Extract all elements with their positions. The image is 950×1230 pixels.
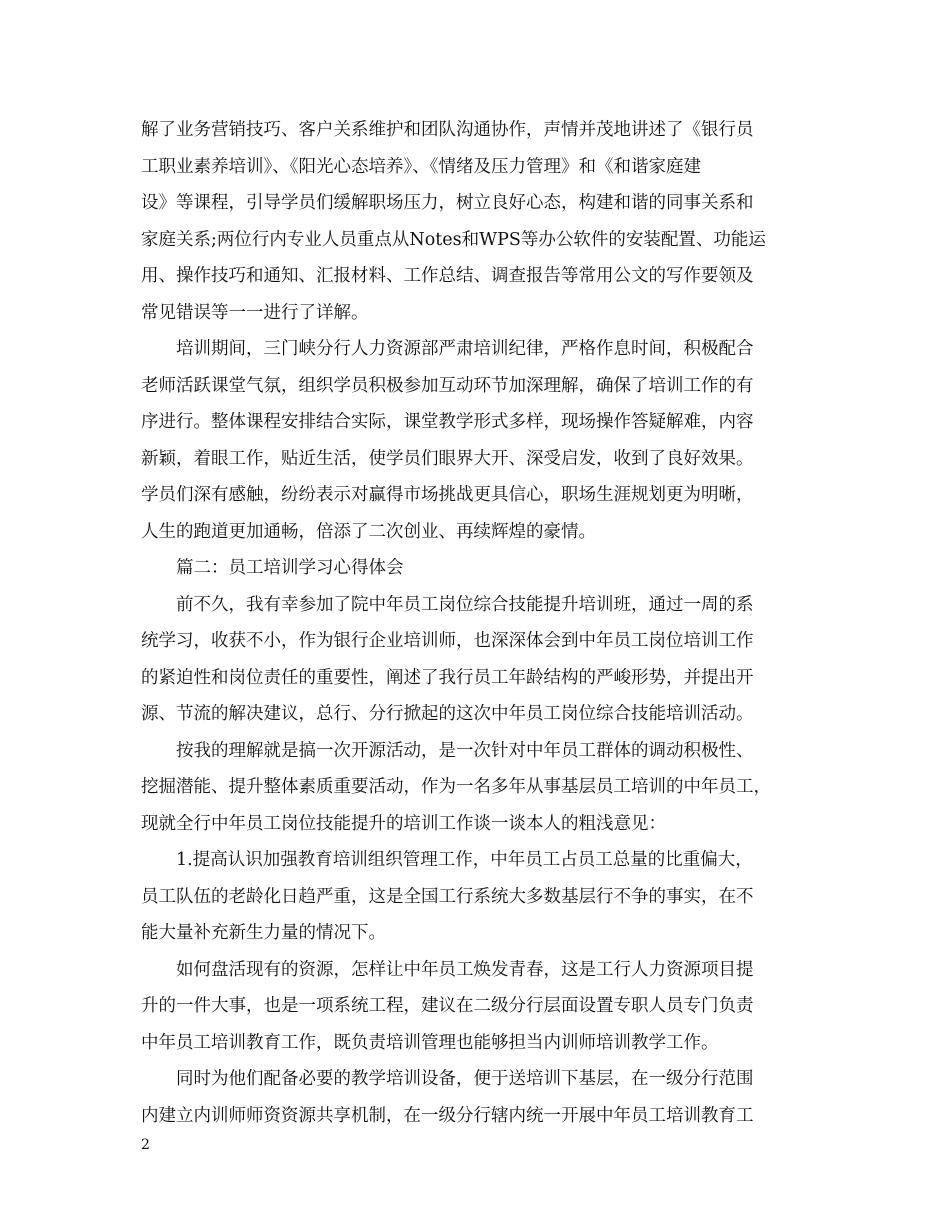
text-line: 内建立内训师师资资源共享机制，在一级分行辖内统一开展中年员工培训教育工 <box>141 1105 754 1126</box>
text-line: 同时为他们配备必要的教学培训设备，便于送培训下基层，在一级分行范围 <box>176 1069 754 1089</box>
text-line: 挖掘潜能、提升整体素质重要活动，作为一名多年从事基层员工培训的中年员工， <box>141 777 771 797</box>
text-line: 工职业素养培训》、《阳光心态培养》、《情绪及压力管理》和《和谐家庭建 <box>141 156 701 177</box>
text-line: 源、节流的解决建议，总行、分行掀起的这次中年员工岗位综合技能培训活动。 <box>141 704 754 724</box>
text-line: 能大量补充新生力量的情况下。 <box>141 923 386 943</box>
text-line: 家庭关系;两位行内专业人员重点从Notes和WPS等办公软件的安装配置、功能运 <box>141 229 766 250</box>
text-line: 学员们深有感触，纷纷表示对赢得市场挑战更具信心，职场生涯规划更为明晰， <box>141 485 754 505</box>
text-line: 升的一件大事，也是一项系统工程，建议在二级分行层面设置专职人员专门负责 <box>141 996 754 1016</box>
text-line: 的紧迫性和岗位责任的重要性，阐述了我行员工年龄结构的严峻形势，并提出开 <box>141 667 754 688</box>
text-line: 统学习，收获不小，作为银行企业培训师，也深深体会到中年员工岗位培训工作 <box>141 631 754 651</box>
text-line: 常见错误等一一进行了详解。 <box>141 302 369 323</box>
text-line: 中年员工培训教育工作，既负责培训管理也能够担当内训师培训教学工作。 <box>141 1032 719 1053</box>
text-line: 设》等课程，引导学员们缓解职场压力，树立良好心态，构建和谐的同事关系和 <box>141 193 754 213</box>
text-line: 培训期间，三门峡分行人力资源部严肃培训纪律，严格作息时间，积极配合 <box>176 339 754 359</box>
text-line: 新颖，着眼工作，贴近生活，使学员们眼界大开、深受启发，收到了良好效果。 <box>141 448 754 469</box>
section-heading: 篇二：员工培训学习心得体会 <box>176 558 404 578</box>
text-line: 按我的理解就是搞一次开源活动，是一次针对中年员工群体的调动积极性、 <box>176 740 754 761</box>
page-number: 2 <box>141 1137 150 1153</box>
text-line: 老师活跃课堂气氛，组织学员积极参加互动环节加深理解，确保了培训工作的有 <box>141 375 754 396</box>
text-line: 序进行。整体课程安排结合实际，课堂教学形式多样，现场操作答疑解难，内容 <box>141 412 754 432</box>
text-line: 现就全行中年员工岗位技能提升的培训工作谈一谈本人的粗浅意见： <box>141 813 666 834</box>
text-line: 前不久，我有幸参加了院中年员工岗位综合技能提升培训班，通过一周的系 <box>176 594 754 615</box>
text-line: 如何盘活现有的资源，怎样让中年员工焕发青春，这是工行人力资源项目提 <box>176 959 754 980</box>
text-line: 解了业务营销技巧、客户关系维护和团队沟通协作，声情并茂地讲述了《银行员 <box>141 120 754 140</box>
text-line: 员工队伍的老龄化日趋严重，这是全国工行系统大多数基层行不争的事实，在不 <box>141 886 754 907</box>
text-line: 1.提高认识加强教育培训组织管理工作，中年员工占员工总量的比重偏大， <box>176 850 753 870</box>
document-body <box>141 112 811 1134</box>
text-line: 用、操作技巧和通知、汇报材料、工作总结、调查报告等常用公文的写作要领及 <box>141 266 754 286</box>
text-line: 人生的跑道更加通畅，倍添了二次创业、再续辉煌的豪情。 <box>141 521 596 542</box>
